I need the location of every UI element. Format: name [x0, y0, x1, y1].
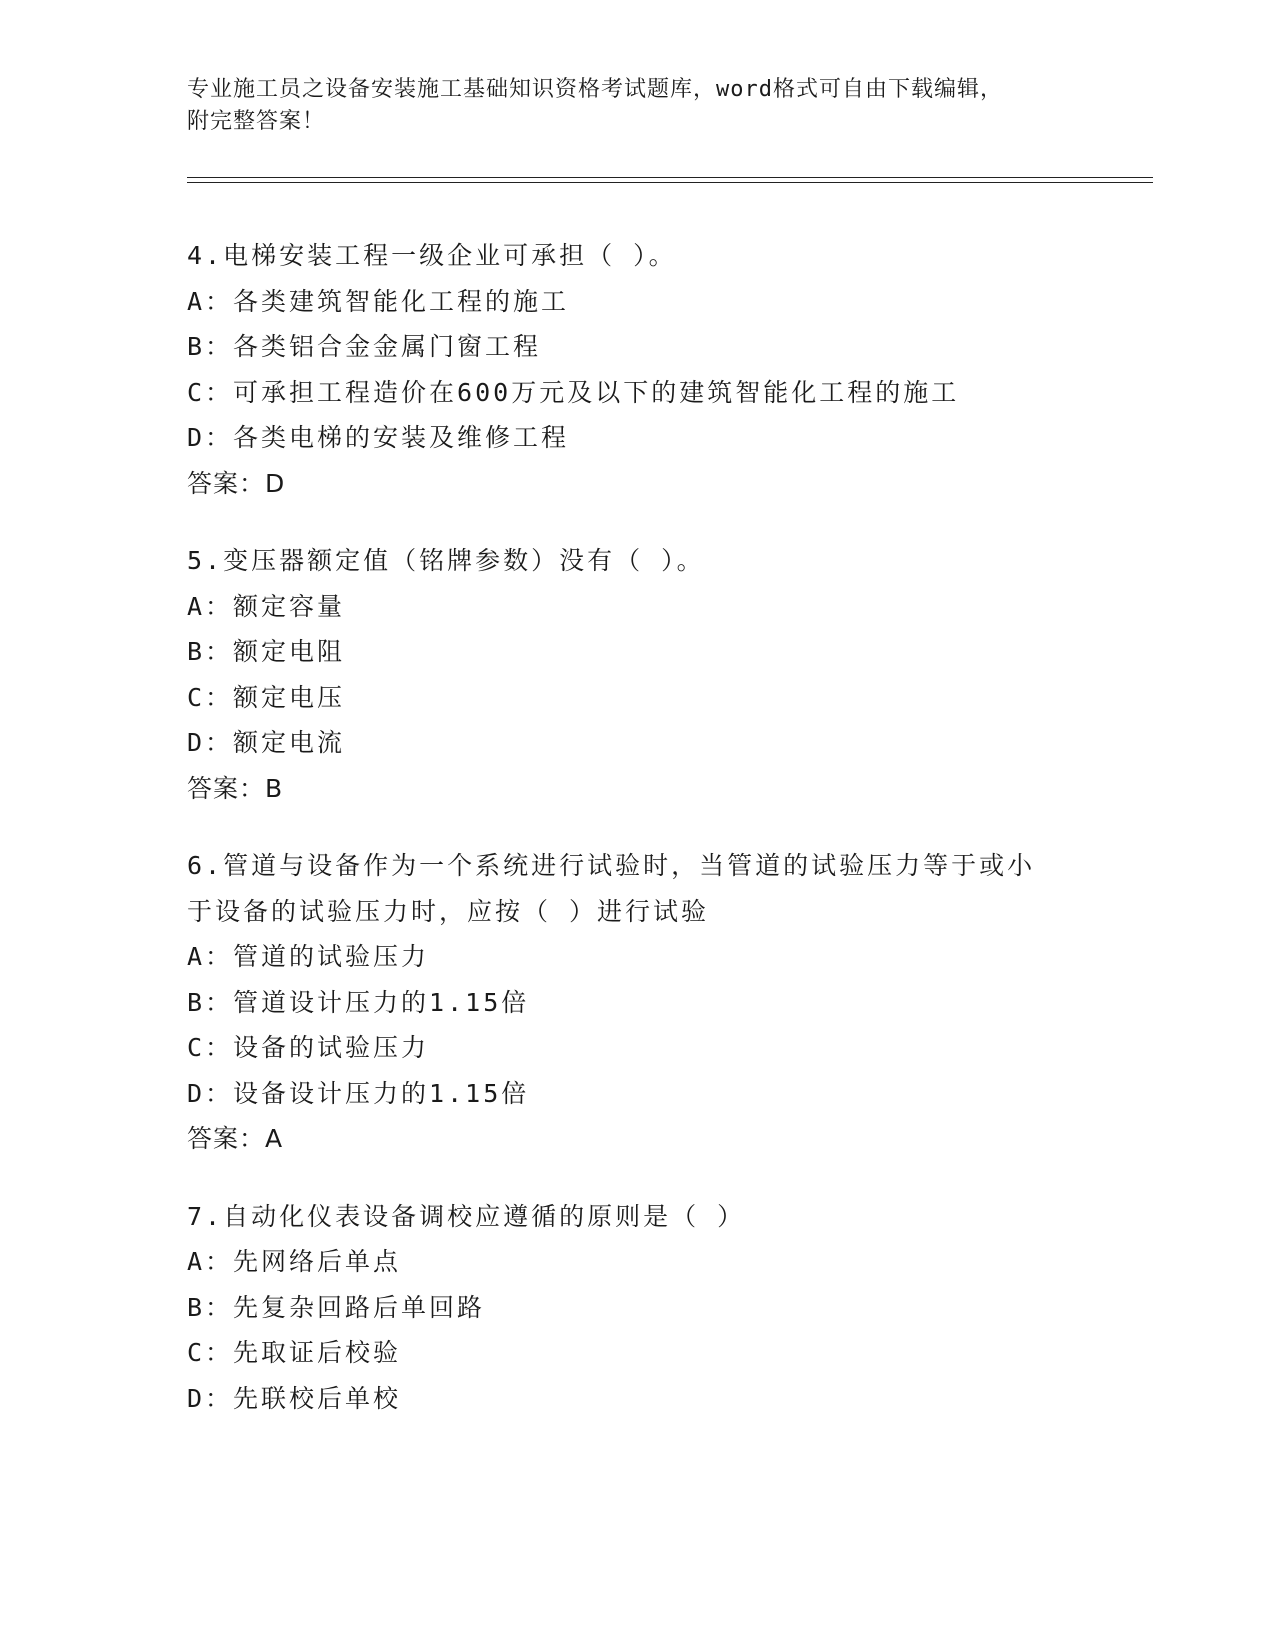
- option-c: C：可承担工程造价在600万元及以下的建筑智能化工程的施工: [187, 377, 960, 407]
- answer-line: 答案：B: [187, 773, 284, 803]
- option-a: A：先网络后单点: [187, 1247, 402, 1276]
- option-b: B：额定电阻: [187, 637, 346, 666]
- question-stem-line-1: 6.管道与设备作为一个系统进行试验时，当管道的试验压力等于或小: [187, 851, 1036, 880]
- question-5: [187, 538, 1087, 811]
- header-divider-top: [187, 177, 1153, 178]
- option-c: C：先取证后校验: [187, 1338, 402, 1367]
- question-6: [187, 843, 1087, 1162]
- option-d: D：先联校后单校: [187, 1383, 402, 1413]
- option-a: A：额定容量: [187, 591, 346, 621]
- option-c: C：设备的试验压力: [187, 1033, 430, 1062]
- option-b: B：先复杂回路后单回路: [187, 1292, 486, 1322]
- question-stem: 4.电梯安装工程一级企业可承担（ ）。: [187, 241, 677, 270]
- option-b: B：管道设计压力的1.15倍: [187, 987, 530, 1017]
- option-d: D：各类电梯的安装及维修工程: [187, 423, 570, 452]
- header-line-1: 专业施工员之设备安装施工基础知识资格考试题库，word格式可自由下载编辑，: [187, 77, 1003, 102]
- question-stem: 5.变压器额定值（铭牌参数）没有（ ）。: [187, 546, 705, 575]
- option-c: C：额定电压: [187, 682, 346, 712]
- option-a: A：管道的试验压力: [187, 942, 430, 971]
- header-divider-bottom: [187, 182, 1153, 183]
- option-b: B：各类铝合金金属门窗工程: [187, 332, 542, 361]
- option-a: A：各类建筑智能化工程的施工: [187, 286, 570, 316]
- question-stem-line-2: 于设备的试验压力时，应按（ ）进行试验: [187, 896, 710, 926]
- question-7: [187, 1194, 1087, 1422]
- question-4: [187, 233, 1087, 506]
- answer-line: 答案：A: [187, 1124, 284, 1153]
- question-list: [187, 233, 1087, 1453]
- question-stem: 7.自动化仪表设备调校应遵循的原则是（ ）: [187, 1201, 746, 1231]
- option-d: D：设备设计压力的1.15倍: [187, 1078, 530, 1108]
- answer-line: 答案：D: [187, 468, 286, 498]
- document-header: [187, 74, 1087, 138]
- option-d: D：额定电流: [187, 728, 346, 757]
- header-line-2: 附完整答案！: [187, 109, 326, 134]
